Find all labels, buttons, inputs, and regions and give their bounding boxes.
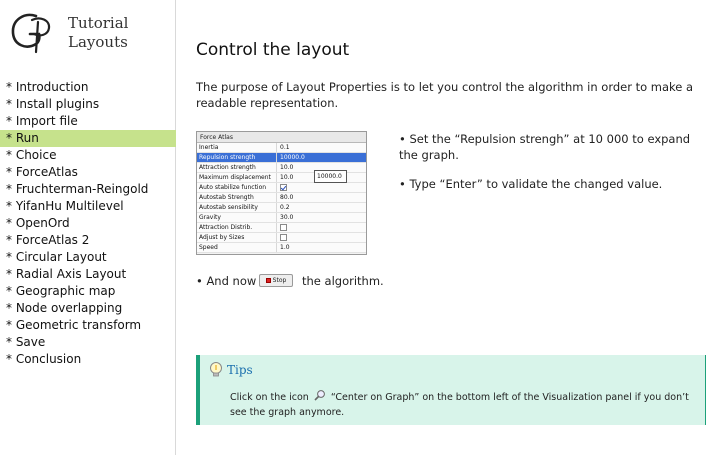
sidebar-item-install-plugins[interactable]: * Install plugins [6, 97, 100, 111]
tips-text [230, 389, 700, 420]
logo-icon [6, 8, 56, 54]
sidebar-item-openord[interactable]: * OpenOrd [6, 216, 70, 230]
sidebar-item-save[interactable]: * Save [6, 335, 46, 349]
sidebar-item-geometric-transform[interactable]: * Geometric transform [6, 318, 142, 332]
property-key: Attraction strength [197, 163, 277, 172]
repulsion-edit-field[interactable]: 10000.0 [314, 170, 347, 183]
layout-properties-panel [196, 131, 367, 255]
property-key: Autostab Strength [197, 193, 277, 202]
property-key: Repulsion strength [197, 153, 277, 162]
stop-icon [266, 278, 271, 283]
sidebar-item-introduction[interactable]: * Introduction [6, 80, 89, 94]
sidebar-item-node-overlapping[interactable]: * Node overlapping [6, 301, 123, 315]
auto-stabilize-checkbox[interactable] [280, 184, 287, 191]
sidebar [0, 0, 176, 455]
intro-paragraph: The purpose of Layout Properties is to let you control the algorithm in order to make a readable representation. [196, 80, 694, 110]
instructions [399, 131, 699, 205]
property-row-speed[interactable] [197, 243, 366, 253]
property-key: Adjust by Sizes [197, 233, 277, 242]
sidebar-item-circular-layout[interactable]: * Circular Layout [6, 250, 107, 264]
brand-line-1: Tutorial [68, 14, 129, 32]
tips-text-after: “Center on Graph” on the bottom left of the Visualization panel if you don’t see the graph anymore. [230, 392, 689, 418]
property-key: Autostab sensibility [197, 203, 277, 212]
stop-button-label: Stop [272, 277, 287, 284]
property-key: Gravity [197, 213, 277, 222]
property-row-adjust-by-sizes[interactable] [197, 233, 366, 243]
property-value[interactable]: 10000.0 [280, 154, 305, 161]
instruction-set-repulsion: • Set the “Repulsion strengh” at 10 000 to expand the graph. [399, 132, 691, 162]
property-row-autostab-strength[interactable] [197, 193, 366, 203]
attraction-distrib-checkbox[interactable] [280, 224, 287, 231]
property-value[interactable]: 10.0 [280, 174, 294, 181]
property-key: Auto stabilize function [197, 183, 277, 192]
panel-title: Force Atlas [197, 132, 366, 143]
property-row-inertia[interactable] [197, 143, 366, 153]
sidebar-item-conclusion[interactable]: * Conclusion [6, 352, 82, 366]
property-row-autostab-sensibility[interactable] [197, 203, 366, 213]
lightbulb-icon [208, 361, 224, 379]
brand-line-2: Layouts [68, 33, 128, 51]
adjust-by-sizes-checkbox[interactable] [280, 234, 287, 241]
property-key: Maximum displacement [197, 173, 277, 182]
sidebar-nav [0, 79, 176, 368]
property-row-gravity[interactable] [197, 213, 366, 223]
brand-title [68, 14, 128, 52]
property-key: Attraction Distrib. [197, 223, 277, 232]
tips-title: Tips [227, 363, 253, 377]
gephi-logo [6, 8, 56, 54]
property-value[interactable]: 10.0 [280, 164, 294, 171]
property-key: Inertia [197, 143, 277, 152]
center-on-graph-icon [313, 389, 327, 406]
property-key: Speed [197, 243, 277, 252]
sidebar-item-choice[interactable]: * Choice [6, 148, 57, 162]
stop-button[interactable] [259, 274, 293, 287]
algorithm-text: the algorithm. [302, 274, 384, 288]
instruction-press-enter: • Type “Enter” to validate the changed value. [399, 177, 663, 191]
tips-text-before: Click on the icon [230, 392, 309, 403]
property-value[interactable]: 0.1 [280, 144, 290, 151]
property-value[interactable]: 1.0 [280, 244, 290, 251]
sidebar-item-forceatlas[interactable]: * ForceAtlas [6, 165, 78, 179]
sidebar-item-yifanhu-multilevel[interactable]: * YifanHu Multilevel [6, 199, 124, 213]
property-value[interactable]: 30.0 [280, 214, 294, 221]
property-row-auto-stabilize[interactable] [197, 183, 366, 193]
page-title: Control the layout [196, 40, 350, 60]
sidebar-item-geographic-map[interactable]: * Geographic map [6, 284, 116, 298]
sidebar-item-fruchterman-reingold[interactable]: * Fruchterman-Reingold [6, 182, 149, 196]
sidebar-item-run[interactable]: * Run [0, 130, 176, 147]
property-row-repulsion-strength[interactable] [197, 153, 366, 163]
sidebar-item-forceatlas-2[interactable]: * ForceAtlas 2 [6, 233, 90, 247]
property-value[interactable]: 80.0 [280, 194, 294, 201]
property-value[interactable]: 0.2 [280, 204, 290, 211]
tips-box [196, 355, 706, 425]
and-now-text: • And now [196, 274, 257, 288]
sidebar-item-radial-axis-layout[interactable]: * Radial Axis Layout [6, 267, 127, 281]
property-row-attraction-distrib[interactable] [197, 223, 366, 233]
sidebar-item-import-file[interactable]: * Import file [6, 114, 78, 128]
